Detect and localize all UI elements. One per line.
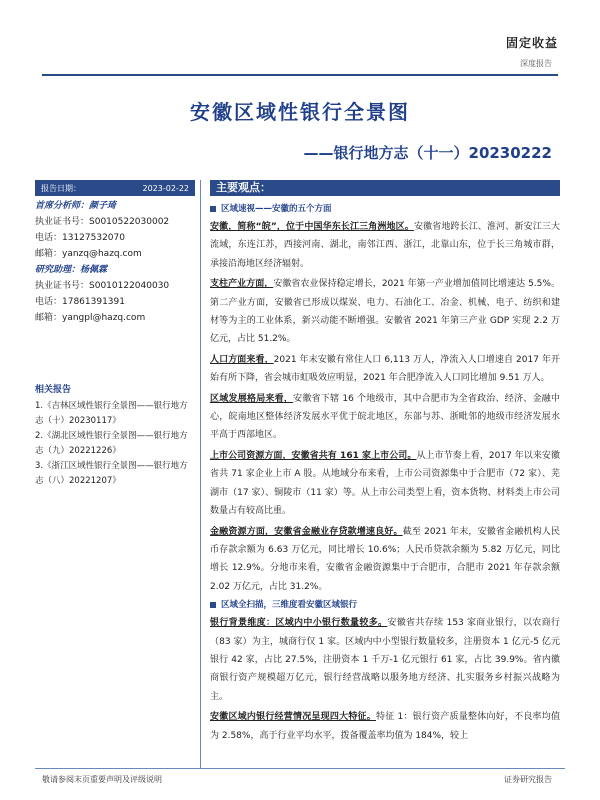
left-sidebar [35, 180, 195, 489]
analyst-email[interactable]: 邮箱：yangpl@hazq.com [35, 313, 146, 323]
section-heading: 区域速视——安徽的五个方面 [210, 202, 560, 216]
related-reports-title: 相关报告 [35, 385, 72, 395]
page-title: 安徽区域性银行全景图 [190, 100, 410, 124]
analyst-email[interactable]: 邮箱：yanzq@hazq.com [35, 249, 142, 259]
analyst-row: 执业证书号：S0010522030002 [35, 217, 170, 227]
related-reports-list [35, 399, 195, 489]
footer-disclaimer: 敬请参阅末页重要声明及评级说明 [42, 775, 162, 784]
report-date-value: 2023-02-22 [142, 183, 189, 193]
analyst-row: 电话：13127532070 [35, 233, 125, 243]
paragraph: 银行背景维度：区域内中小银行数量较多。安徽省共存续 153 家商业银行，以农商行（83 家）为主，城商行仅 1 家。区域内中小型银行数量较多，注册资本 1 亿元-5 亿元银行 42 家，占比 27.5%，注册资本 1 千万-1 亿元银行 61 家，占比 39.9%。省内徽商银行资产规模超万亿元，银行经营战略以服务地方经济、扎实服务乡村振兴战略为主。 [210, 618, 560, 702]
report-date-bar [35, 180, 195, 196]
header-divider [42, 74, 558, 76]
square-bullet-icon [210, 206, 216, 212]
footer-divider [35, 768, 565, 769]
paragraph: 人口方面来看，2021 年末安徽有常住人口 6,113 万人，净流入人口增速自 2017 年开始有所下降，省会城市虹吸效应明显，2021 年合肥净流入人口同比增加 9.51 万人。 [210, 354, 560, 384]
paragraph: 安徽区域内银行经营情况呈现四大特征。特征 1：银行资产质量整体向好，不良率均值为 2.58%，高于行业平均水平，拨备覆盖率均值为 184%，较上 [210, 712, 560, 741]
related-report-item[interactable]: 2.《湖北区域性银行全景图——银行地方志（九）20221226》 [35, 431, 188, 456]
paragraph: 金融资源方面，安徽省金融业存贷款增速良好。截至 2021 年末，安徽省金融机构人民币存款余额为 6.63 万亿元，同比增长 10.6%；人民币贷款余额为 5.82 万亿元，同比增长 12.9%。分地市来看，安徽省金融资源集中于合肥市，合肥市 2021 年存款余额 2.02 万亿元，占比 31.2%。 [210, 526, 560, 592]
analyst-row: 研究助理：杨佩霖 [35, 265, 108, 275]
section-heading: 区域全扫描，三维度看安徽区域银行 [210, 598, 560, 612]
analyst-row: 执业证书号：S0010122040030 [35, 281, 170, 291]
paragraph: 上市公司资源方面，安徽省共有 161 家上市公司。从上市节奏上看，2017 年以来安徽省共 71 家企业上市 A 股。从地域分布来看，上市公司资源集中于合肥市（72 家）、芜湖市（17 家）、铜陵市（11 家）等。从上市公司类型上看，资本货物、材料类上市公司数量占有较高比重。 [210, 450, 560, 517]
related-report-item[interactable]: 3.《浙江区域性银行全景图——银行地方志（八）20221207》 [35, 461, 188, 486]
footer-label: 证券研究报告 [504, 775, 552, 784]
report-date-label: 报告日期： [41, 183, 81, 193]
page-subtitle: ——银行地方志（十一）20230222 [303, 144, 552, 162]
paragraph: 支柱产业方面，安徽省农业保持稳定增长，2021 年第一产业增加值同比增速达 5.5%。第二产业方面，安徽省已形成以煤炭、电力、石油化工、冶金、机械、电子、纺织和建材等为主的工业体系，新兴动能不断增强。安徽省 2021 年第三产业 GDP 实现 2.2 万亿元，占比 51.2%。 [210, 279, 560, 345]
paragraph: 安徽，简称“皖”，位于中国华东长江三角洲地区。安徽省地跨长江、淮河、新安江三大流域，东连江苏，西接河南、湖北，南邻江西、浙江，北靠山东，位于长三角城市群，承接沿海地区经济辐射。 [210, 222, 560, 269]
analyst-row: 首席分析师：颜子琦 [35, 201, 117, 211]
column-divider [200, 180, 201, 768]
main-content [210, 180, 560, 745]
report-category: 固定收益 [505, 36, 558, 50]
related-report-item[interactable]: 1.《吉林区域性银行全景图——银行地方志（十）20230117》 [35, 401, 188, 426]
report-type: 深度报告 [520, 59, 552, 68]
analyst-list [35, 198, 195, 326]
analyst-row: 电话：17861391391 [35, 297, 125, 307]
main-points-header: 主要观点： [210, 180, 560, 196]
square-bullet-icon [210, 602, 216, 608]
paragraph: 区域发展格局来看，安徽省下辖 16 个地级市，其中合肥市为全省政治、经济、金融中心，皖南地区整体经济发展水平优于皖北地区，东部与苏、浙毗邻的地级市经济发展水平高于西部地区。 [210, 393, 560, 441]
